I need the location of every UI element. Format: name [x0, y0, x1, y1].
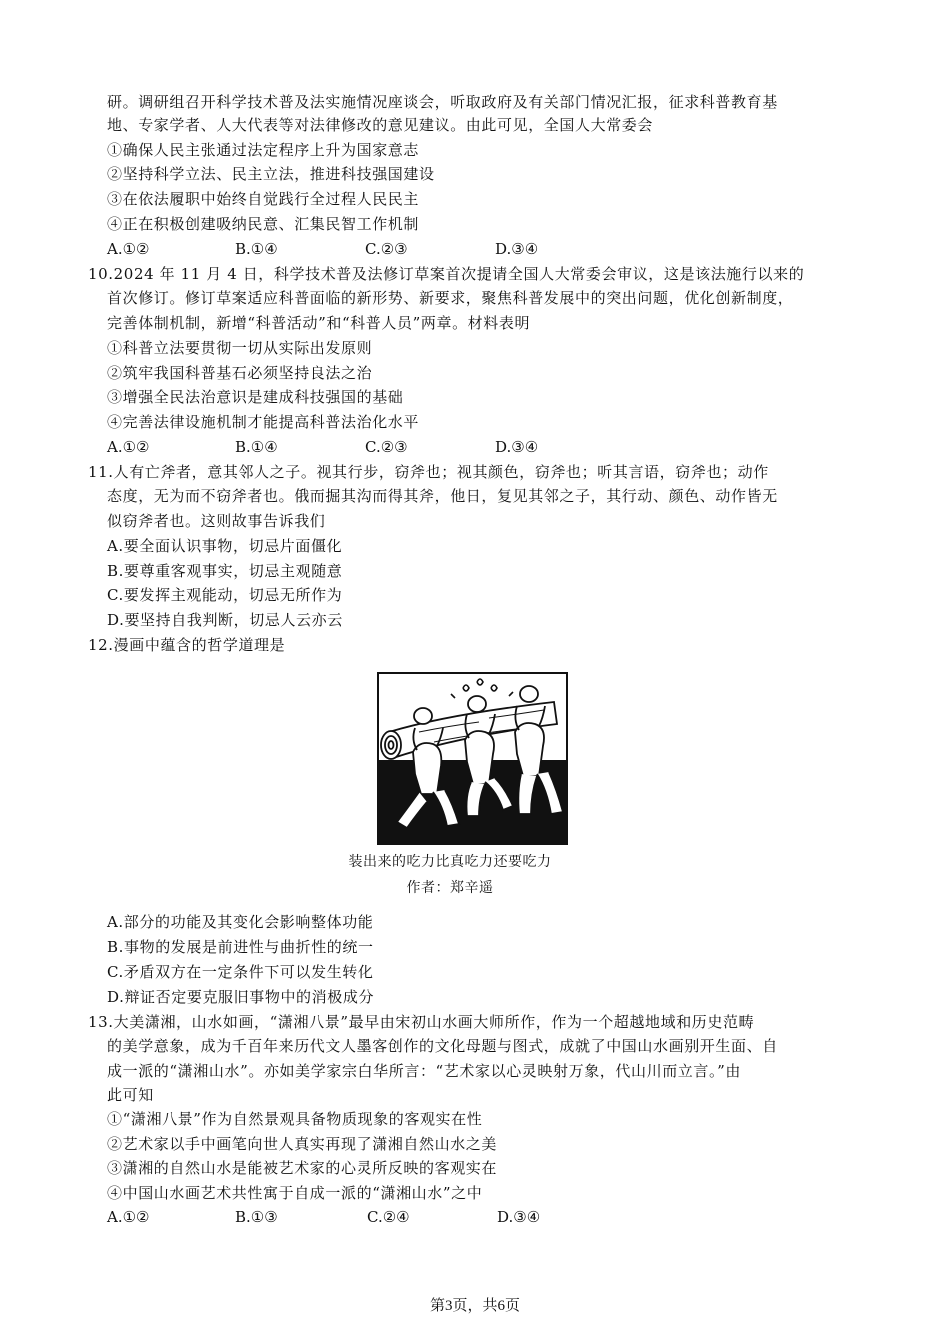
q13-item-3: ③潇湘的自然山水是能被艺术家的心灵所反映的客观实在 — [107, 1159, 498, 1177]
q9-item-4: ④正在积极创建吸纳民意、汇集民智工作机制 — [107, 215, 420, 233]
q9-option-a: A.①② — [107, 240, 150, 258]
q13-item-2: ②艺术家以手中画笔向世人真实再现了潇湘自然山水之美 — [107, 1135, 498, 1153]
q9-option-b: B.①④ — [235, 240, 278, 258]
cartoon-caption: 装出来的吃力比真吃力还要吃力 — [348, 854, 552, 870]
q12-option-a: A.部分的功能及其变化会影响整体功能 — [107, 913, 374, 931]
q9-option-d: D.③④ — [495, 240, 539, 258]
q10-item-3: ③增强全民法治意识是建成科技强国的基础 — [107, 388, 404, 406]
q11-option-d: D.要坚持自我判断，切忌人云亦云 — [107, 611, 343, 629]
q11-line-1: 11.人有亡斧者，意其邻人之子。视其行步，窃斧也；视其颜色，窃斧也；听其言语，窃斧也；动作 — [88, 463, 769, 481]
q9-option-c: C.②③ — [365, 240, 408, 258]
q13-option-d: D.③④ — [497, 1208, 541, 1226]
q10-item-4: ④完善法律设施机制才能提高科普法治化水平 — [107, 413, 420, 431]
q13-line-2: 的美学意象，成为千百年来历代文人墨客创作的文化母题与图式，成就了中国山水画别开生面、自 — [107, 1037, 778, 1055]
cartoon-drawing — [379, 674, 566, 843]
q11-option-a: A.要全面认识事物，切忌片面僵化 — [107, 537, 343, 555]
q11-line-3: 似窃斧者也。这则故事告诉我们 — [107, 512, 326, 530]
page-footer: 第3页，共6页 — [429, 1298, 520, 1314]
q12-option-d: D.辩证否定要克服旧事物中的消极成分 — [107, 988, 375, 1006]
q11-option-b: B.要尊重客观事实，切忌主观随意 — [107, 562, 343, 580]
q10-option-c: C.②③ — [365, 438, 408, 456]
q13-line-3: 成一派的“潇湘山水”。亦如美学家宗白华所言：“艺术家以心灵映射万象，代山川而立言。”由 — [107, 1062, 741, 1080]
q9-item-1: ①确保人民主张通过法定程序上升为国家意志 — [107, 141, 420, 159]
q10-item-2: ②筑牢我国科普基石必须坚持良法之治 — [107, 364, 373, 382]
q13-item-4: ④中国山水画艺术共性寓于自成一派的“潇湘山水”之中 — [107, 1184, 483, 1202]
q13-item-1: ①“潇湘八景”作为自然景观具备物质现象的客观实在性 — [107, 1110, 483, 1128]
q12-option-c: C.矛盾双方在一定条件下可以发生转化 — [107, 963, 374, 981]
q9-line-2: 地、专家学者、人大代表等对法律修改的意见建议。由此可见，全国人大常委会 — [107, 116, 654, 134]
q10-option-a: A.①② — [107, 438, 150, 456]
q10-line-3: 完善体制机制，新增“科普活动”和“科普人员”两章。材料表明 — [107, 314, 531, 332]
cartoon-author: 作者：郑辛遥 — [406, 880, 494, 896]
q10-option-b: B.①④ — [235, 438, 278, 456]
q13-option-b: B.①③ — [235, 1208, 278, 1226]
cartoon-image — [377, 672, 568, 845]
q10-line-2: 首次修订。修订草案适应科普面临的新形势、新要求，聚焦科普发展中的突出问题，优化创新制度， — [107, 289, 794, 307]
q13-line-1: 13.大美潇湘，山水如画，“潇湘八景”最早由宋初山水画大师所作，作为一个超越地域和历史范畴 — [88, 1013, 755, 1031]
q12-stem: 12.漫画中蕴含的哲学道理是 — [88, 636, 286, 654]
q10-line-1: 10.2024 年 11 月 4 日，科学技术普及法修订草案首次提请全国人大常委会审议，这是该法施行以来的 — [88, 265, 805, 283]
q9-line-1: 研。调研组召开科学技术普及法实施情况座谈会，听取政府及有关部门情况汇报，征求科普教育基 — [107, 93, 778, 111]
q13-line-4: 此可知 — [107, 1086, 154, 1104]
q11-line-2: 态度，无为而不窃斧者也。俄而掘其沟而得其斧，他日，复见其邻之子，其行动、颜色、动作皆无 — [107, 487, 778, 505]
q13-option-c: C.②④ — [367, 1208, 410, 1226]
q10-item-1: ①科普立法要贯彻一切从实际出发原则 — [107, 339, 373, 357]
q12-option-b: B.事物的发展是前进性与曲折性的统一 — [107, 938, 374, 956]
q13-option-a: A.①② — [107, 1208, 150, 1226]
q10-option-d: D.③④ — [495, 438, 539, 456]
q9-item-2: ②坚持科学立法、民主立法，推进科技强国建设 — [107, 165, 435, 183]
q9-item-3: ③在依法履职中始终自觉践行全过程人民民主 — [107, 190, 420, 208]
q11-option-c: C.要发挥主观能动，切忌无所作为 — [107, 586, 343, 604]
